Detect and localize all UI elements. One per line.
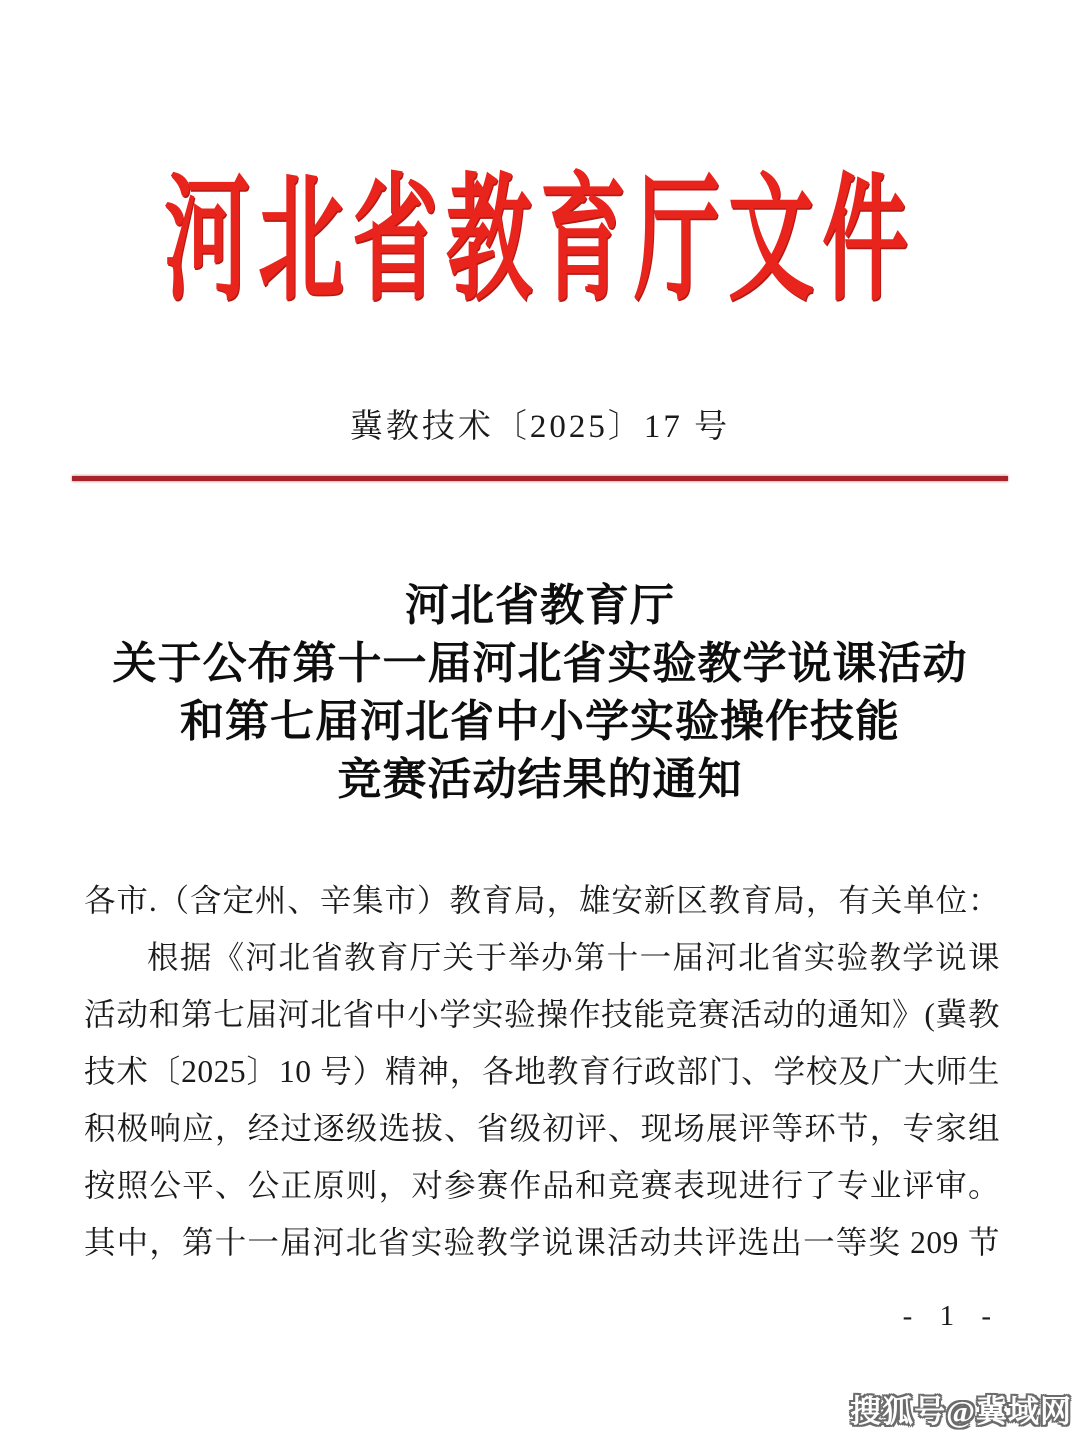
body-line: 活动和第七届河北省中小学实验操作技能竞赛活动的通知》(冀教 (84, 997, 1000, 1032)
document-title (0, 577, 1080, 809)
body-paragraph (84, 872, 1000, 1271)
title-line-2: 关于公布第十一届河北省实验教学说课活动 (112, 639, 968, 688)
body-line: 其中，第十一届河北省实验教学说课活动共评选出一等奖 209 节 (84, 1225, 1000, 1260)
body-line: 根据《河北省教育厅关于举办第十一届河北省实验教学说课 (147, 940, 1000, 975)
title-line-4: 竞赛活动结果的通知 (337, 755, 743, 804)
red-letterhead-banner: 河北省教育厅文件 (164, 164, 916, 318)
body-line: 按照公平、公正原则，对参赛作品和竞赛表现进行了专业评审。 (84, 1168, 1000, 1203)
body-line: 积极响应，经过逐级选拔、省级初评、现场展评等环节，专家组 (84, 1111, 1000, 1146)
document-number: 冀教技术〔2025〕17 号 (349, 409, 731, 445)
title-line-3: 和第七届河北省中小学实验操作技能 (180, 697, 900, 746)
body-line: 技术〔2025〕10 号）精神，各地教育行政部门、学校及广大师生 (84, 1054, 1000, 1089)
watermark: 搜狐号@冀域网 (850, 1394, 1072, 1429)
title-line-1: 河北省教育厅 (405, 581, 675, 630)
salutation-line: 各市.（含定州、辛集市）教育局，雄安新区教育局，有关单位： (84, 883, 1000, 918)
red-divider-line (72, 476, 1008, 481)
page-number: - 1 - (902, 1300, 998, 1332)
